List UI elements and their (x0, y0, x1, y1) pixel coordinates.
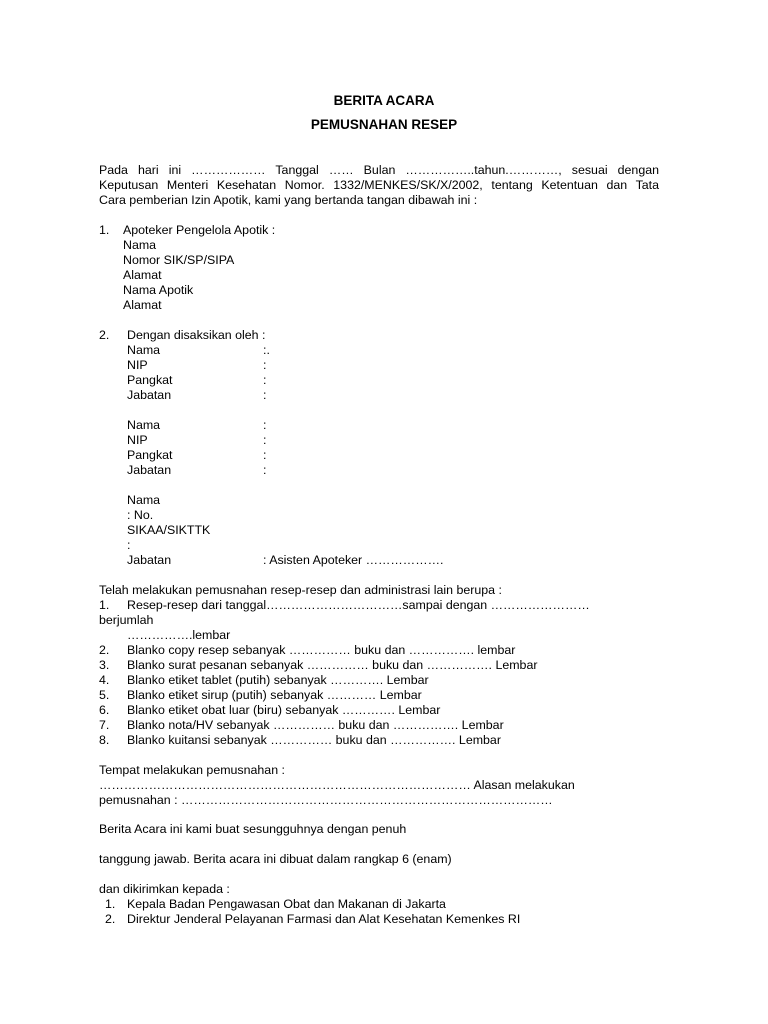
list-item: Kepala Badan Pengawasan Obat dan Makanan di Jakarta (127, 897, 446, 911)
place-line-2: ……………………………………………………………………………… Alasan melakukan (99, 778, 575, 792)
field-colon: : (263, 388, 267, 402)
field-colon: : (263, 358, 267, 372)
item-1-line-1: Resep-resep dari tanggal……………………………sampai dengan …………………… (127, 598, 590, 612)
field-colon: : (263, 373, 267, 387)
witness-field-label: Jabatan (127, 463, 172, 477)
document-title: BERITA ACARA (333, 93, 435, 108)
list-item: Blanko etiket tablet (putih) sebanyak …………. Lembar (127, 673, 429, 687)
item-number: 4. (99, 673, 110, 687)
field-colon: : (127, 538, 131, 552)
list-item: Blanko nota/HV sebanyak …………… buku dan ……………. Lembar (127, 718, 504, 732)
item-number: 5. (99, 688, 110, 702)
field-label: Nomor SIK/SP/SIPA (123, 253, 235, 267)
intro-line-3: Cara pemberian Izin Apotik, kami yang bertanda tangan dibawah ini : (99, 193, 478, 207)
field-colon: : (263, 433, 267, 447)
list-item: Blanko copy resep sebanyak …………… buku dan ……………. lembar (127, 643, 516, 657)
field-colon: : (263, 463, 267, 477)
item-number: 2. (105, 912, 116, 926)
closing-line-2: tanggung jawab. Berita acara ini dibuat dalam rangkap 6 (enam) (99, 852, 452, 866)
section-1-number: 1. (99, 223, 110, 237)
document-subtitle: PEMUSNAHAN RESEP (310, 117, 458, 132)
witness-field-label: Nama (127, 418, 161, 432)
destruction-intro: Telah melakukan pemusnahan resep-resep dan administrasi lain berupa : (99, 583, 502, 597)
field-colon: : (263, 448, 267, 462)
closing-line-1: Berita Acara ini kami buat sesungguhnya dengan penuh (99, 822, 407, 836)
item-number: 3. (99, 658, 110, 672)
field-colon: : (263, 418, 267, 432)
item-number: 1. (99, 598, 110, 612)
list-item: Blanko etiket obat luar (biru) sebanyak …………. Lembar (127, 703, 441, 717)
section-2-heading: Dengan disaksikan oleh : (127, 328, 266, 342)
field-label: Nama Apotik (123, 283, 194, 297)
witness-field-label: : No. (127, 508, 154, 522)
field-colon: :. (263, 343, 270, 357)
witness-field-label: NIP (127, 433, 148, 447)
item-number: 7. (99, 718, 110, 732)
witness-field-label: Nama (127, 493, 161, 507)
list-item: Direktur Jenderal Pelayanan Farmasi dan Alat Kesehatan Kemenkes RI (127, 912, 521, 926)
field-label: Nama (123, 238, 157, 252)
intro-line-2: Keputusan Menteri Kesehatan Nomor. 1332/MENKES/SK/X/2002, tentang Ketentuan dan Tata (99, 178, 659, 192)
field-label: Alamat (123, 298, 162, 312)
witness-field-label: NIP (127, 358, 148, 372)
section-2-number: 2. (99, 328, 110, 342)
list-item: Blanko surat pesanan sebanyak …………… buku dan ……………. Lembar (127, 658, 538, 672)
list-item: Blanko kuitansi sebanyak …………… buku dan ……………. Lembar (127, 733, 501, 747)
list-item: Blanko etiket sirup (putih) sebanyak ………… Lembar (127, 688, 422, 702)
item-number: 1. (105, 897, 116, 911)
intro-line-1: Pada hari ini ……………… Tanggal …… Bulan ……………..tahun.…………, sesuai dengan (99, 163, 659, 177)
witness-field-label: Jabatan (127, 553, 172, 567)
item-number: 2. (99, 643, 110, 657)
witness-field-label: Nama (127, 343, 161, 357)
witness-field-label: Pangkat (127, 448, 173, 462)
section-1-heading: Apoteker Pengelola Apotik : (123, 223, 276, 237)
item-1-line-2: berjumlah (99, 613, 154, 627)
item-number: 6. (99, 703, 110, 717)
witness-field-label: Jabatan (127, 388, 172, 402)
field-label: Alamat (123, 268, 162, 282)
witness-field-label: Pangkat (127, 373, 173, 387)
place-line-3: pemusnahan : ……………………………………………………………………………… (99, 793, 553, 807)
intro-paragraph (99, 163, 659, 208)
item-number: 8. (99, 733, 110, 747)
item-1-line-3: …………….lembar (127, 628, 231, 642)
place-label: Tempat melakukan pemusnahan : (99, 763, 285, 777)
witness-field-label: SIKAA/SIKTTK (127, 523, 211, 537)
jabatan-value: : Asisten Apoteker ………………. (263, 553, 444, 567)
closing-line-3: dan dikirimkan kepada : (99, 882, 230, 896)
